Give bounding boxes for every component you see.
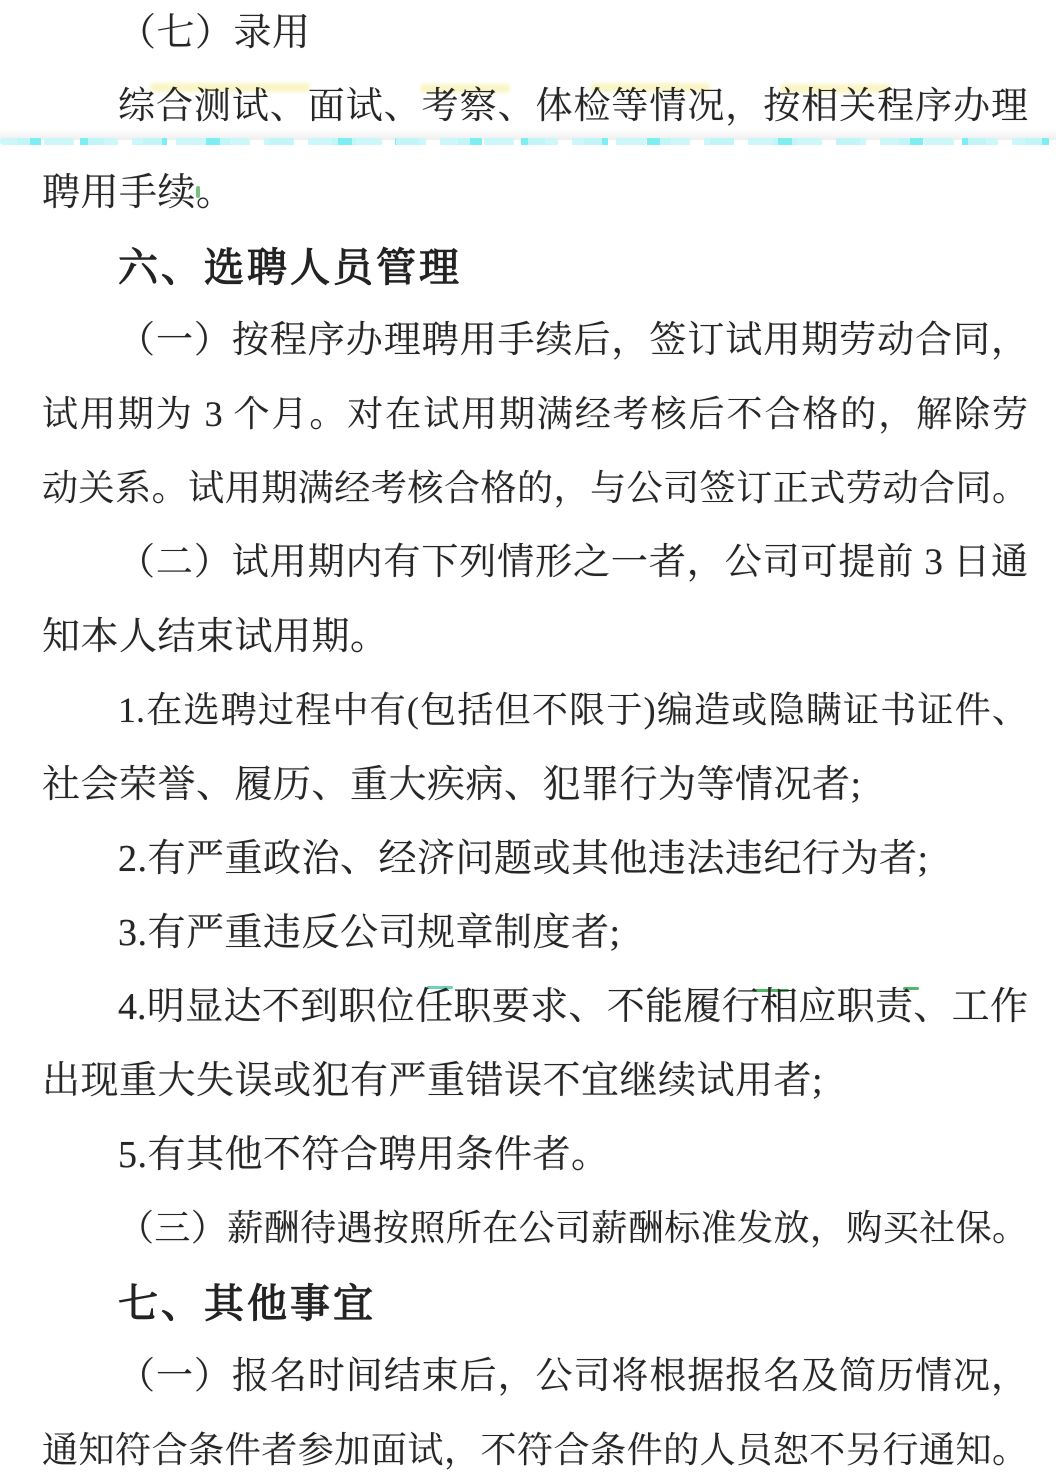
text-line: （二）试用期内有下列情形之一者，公司可提前 3 日通 [118,542,1028,583]
text-line: 知本人结束试用期。 [42,616,389,658]
list-item-5: 5.有其他不符合聘用条件者。 [118,1134,610,1176]
text-line: （一）报名时间结束后，公司将根据报名及简历情况， [118,1356,1028,1397]
section-heading-7: 七、其他事宜 [118,1282,376,1326]
list-item-3: 3.有严重违反公司规章制度者; [118,912,621,954]
text-line: （一）按程序办理聘用手续后，签订试用期劳动合同， [118,320,1028,361]
text-line: （三）薪酬待遇按照所在公司薪酬标准发放，购买社保。 [118,1208,1028,1248]
list-item-2: 2.有严重政治、经济问题或其他违法违纪行为者; [118,838,929,880]
text-line: 聘用手续。 [42,172,235,214]
section-heading-6: 六、选聘人员管理 [118,246,462,290]
text-line: 动关系。试用期满经考核合格的，与公司签订正式劳动合同。 [42,468,1028,508]
text-line: 通知符合条件者参加面试，不符合条件的人员恕不另行通知。 [42,1430,1028,1470]
text-line: 综合测试、面试、考察、体检等情况，按相关程序办理 [118,86,1028,127]
section-heading-luyong: （七）录用 [118,12,311,54]
text-line: 出现重大失误或犯有严重错误不宜继续试用者; [42,1060,824,1102]
list-item-4: 4.明显达不到职位任职要求、不能履行相应职责、工作 [118,986,1028,1028]
list-item-1: 1.在选聘过程中有(包括但不限于)编造或隐瞒证书证件、 [118,690,1028,730]
text-line: 社会荣誉、履历、重大疾病、犯罪行为等情况者; [42,764,862,806]
text-line: 试用期为 3 个月。对在试用期满经考核后不合格的，解除劳 [42,394,1028,434]
